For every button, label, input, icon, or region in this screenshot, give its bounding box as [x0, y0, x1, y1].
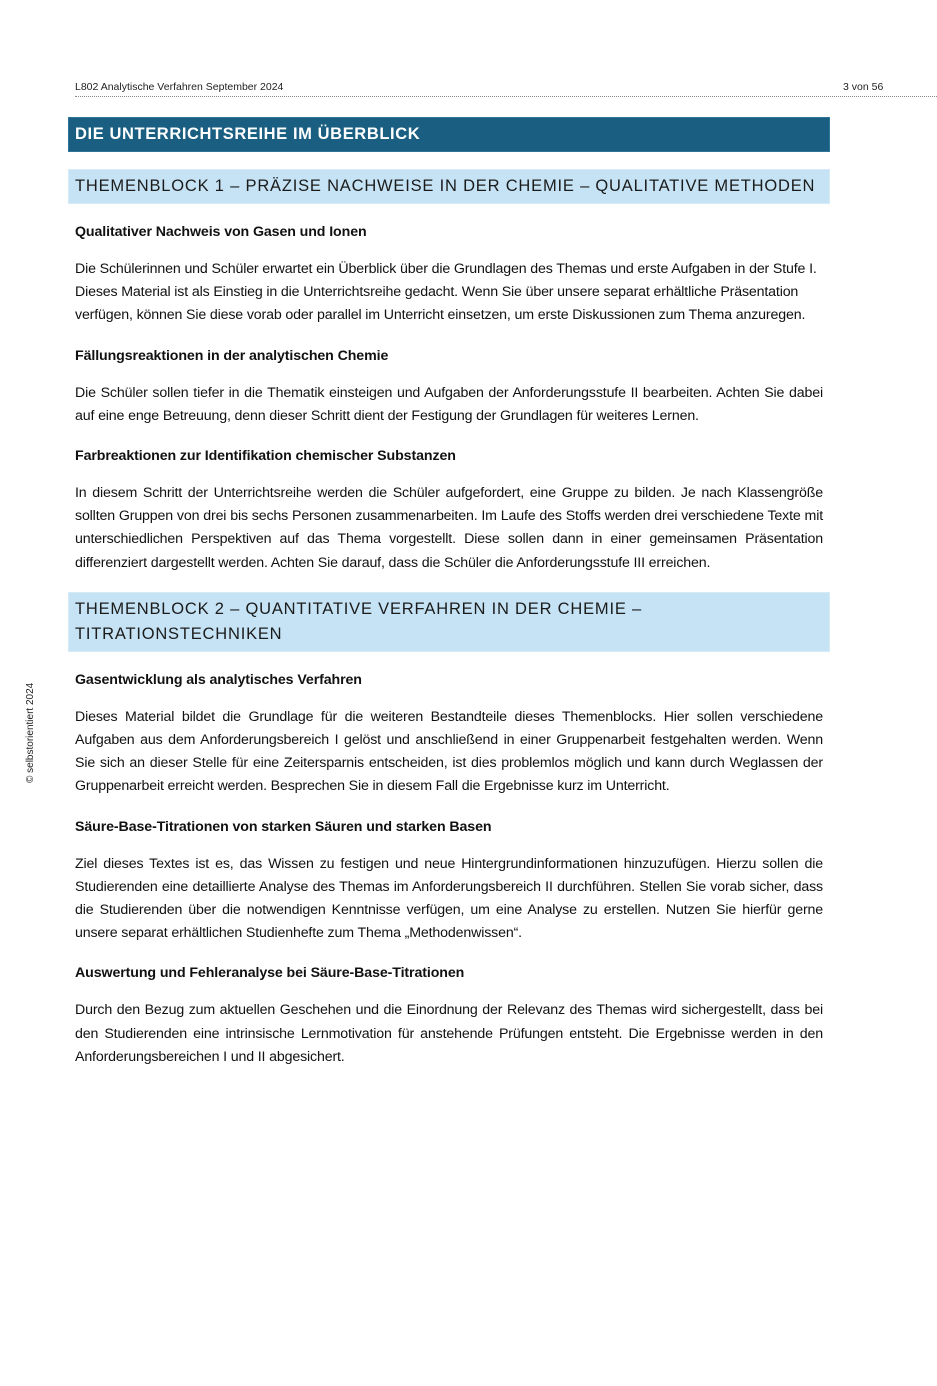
section-heading: Gasentwicklung als analytisches Verfahren: [75, 671, 362, 688]
section-text: Die Schüler sollen tiefer in die Thematik einsteigen und Aufgaben der Anforderungsstufe II bearbeiten. Achten Sie dabei auf eine enge Betreuung, denn dieser Schritt dient der Festigung der Grundlagen für weiteres Lernen.: [75, 384, 823, 424]
block-title-1: THEMENBLOCK 1 – PRÄZISE NACHWEISE IN DER CHEMIE – QUALITATIVE METHODEN: [68, 169, 830, 204]
section-text: Die Schülerinnen und Schüler erwartet ein Überblick über die Grundlagen des Themas und erste Aufgaben in der Stufe I. Dieses Material ist als Einstieg in die Unterrichtsreihe gedacht. Wenn Sie über unsere separat erhältliche Präsentation verfügen, können Sie diese vorab oder parallel im Unterricht einsetzen, um erste Diskussionen zum Thema anzuregen.: [75, 261, 817, 324]
section-heading: Farbreaktionen zur Identifikation chemischer Substanzen: [75, 448, 456, 465]
section-text: Dieses Material bildet die Grundlage für die weiteren Bestandteile dieses Themenblocks. Hier sollen verschiedene Aufgaben aus dem Anforderungsbereich I gelöst und anschließend in einer Gruppenarbeit festgehalten werden. Wenn Sie sich an dieser Stelle für eine Zeitersparnis entscheiden, ist dies problemlos möglich und kann durch Weglassen der Gruppenarbeit erreicht werden. Besprechen Sie in diesem Fall die Ergebnisse kurz im Unterricht.: [75, 708, 823, 795]
section-heading: Qualitativer Nachweis von Gasen und Ionen: [75, 224, 367, 240]
main-title: DIE UNTERRICHTSREIHE IM ÜBERBLICK: [68, 117, 830, 152]
section-heading: Auswertung und Fehleranalyse bei Säure-Base-Titrationen: [75, 965, 465, 982]
running-header: [75, 79, 937, 97]
block-title-2: THEMENBLOCK 2 – QUANTITATIVE VERFAHREN IN DER CHEMIE – TITRATIONSTECHNIKEN: [68, 592, 830, 652]
section-text: Ziel dieses Textes ist es, das Wissen zu festigen und neue Hintergrundinformationen hinzuzufügen. Hierzu sollen die Studierenden eine detaillierte Analyse des Themas im Anforderungsbereich II durchführen. Stellen Sie vorab sicher, dass die Studierenden über die notwendigen Kenntnisse verfügen, um eine Analyse zu erstellen. Nutzen Sie hierfür gerne unsere separat erhältlichen Studienhefte zum Thema „Methodenwissen“.: [75, 855, 823, 942]
section-heading: Säure-Base-Titrationen von starken Säuren und starken Basen: [75, 818, 492, 835]
page-content: [68, 117, 830, 1069]
copyright-note: © selbstorientiert 2024: [25, 682, 36, 783]
section-heading: Fällungsreaktionen in der analytischen Chemie: [75, 347, 389, 364]
page-indicator: 3 von 56: [843, 81, 884, 93]
section-text: In diesem Schritt der Unterrichtsreihe werden die Schüler aufgefordert, eine Gruppe zu bilden. Je nach Klassengröße sollten Gruppen von drei bis sechs Personen zusammenarbeiten. Im Laufe des Stoffs werden drei verschiedene Texte mit unterschiedlichen Perspektiven auf das Thema vorgestellt. Diese sollen dann in einer gemeinsamen Präsentation differenziert dargestellt werden. Achten Sie darauf, dass die Schüler die Anforderungsstufe III erreichen.: [75, 485, 823, 571]
section-text: Durch den Bezug zum aktuellen Geschehen und die Einordnung der Relevanz des Themas wird sichergestellt, dass bei den Studierenden eine intrinsische Lernmotivation für anstehende Prüfungen entsteht. Die Ergebnisse werden in den Anforderungsbereichen I und II abgesichert.: [75, 1002, 823, 1065]
document-title: L802 Analytische Verfahren September 2024: [75, 81, 284, 93]
